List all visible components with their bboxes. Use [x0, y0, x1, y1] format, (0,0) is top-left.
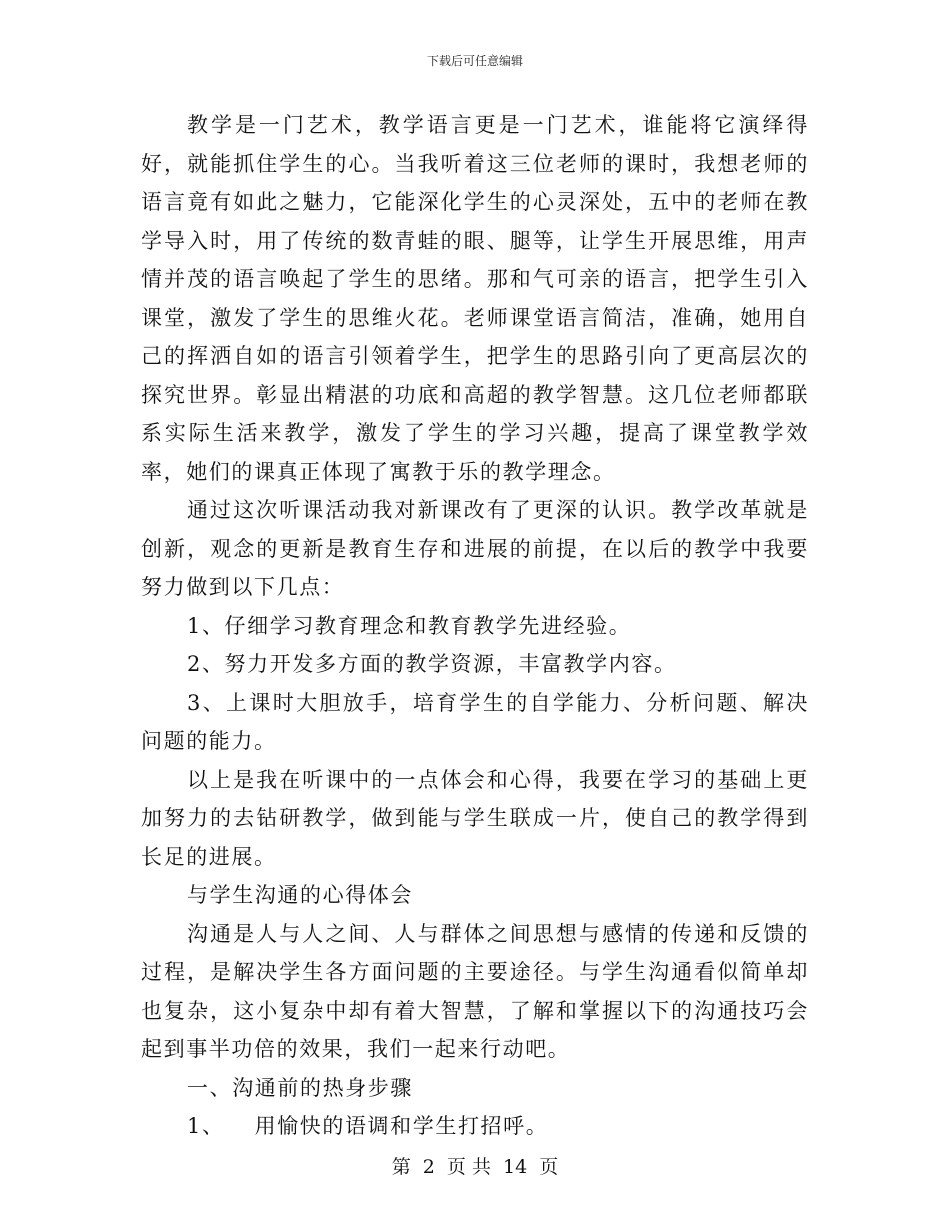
footer-middle: 页 共 — [446, 1156, 491, 1178]
footer-total-pages: 14 — [503, 1156, 528, 1178]
paragraph-reflection: 以上是我在听课中的一点体会和心得，我要在学习的基础上更加努力的去钻研教学，做到能与学生联成一片，使自己的教学得到长足的进展。 — [141, 767, 809, 869]
step-text: 用愉快的语调和学生打招呼。 — [254, 1114, 549, 1138]
footer-current-page: 2 — [422, 1156, 435, 1178]
paragraph-teaching-language: 教学是一门艺术，教学语言更是一门艺术，谁能将它演绎得好，就能抓住学生的心。当我听着这三位老师的课时，我想老师的语言竟有如此之魅力，它能深化学生的心灵深处，五中的老师在教学导入时，用了传统的数青蛙的眼、腿等，让学生开展思维，用声情并茂的语言唤起了学生的思绪。那和气可亲的语言，把学生引入课堂，激发了学生的思维火花。老师课堂语言简洁，准确，她用自己的挥洒自如的语言引领着学生，把学生的思路引向了更高层次的探究世界。彰显出精湛的功底和高超的教学智慧。这几位老师都联系实际生活来教学，激发了学生的学习兴趣，提高了课堂教学效率，她们的课真正体现了寓教于乐的教学理念。 — [141, 113, 809, 484]
footer-suffix: 页 — [539, 1156, 559, 1178]
paragraph-communication: 沟通是人与人之间、人与群体之间思想与感情的传递和反馈的过程，是解决学生各方面问题的主要途径。与学生沟通看似简单却也复杂，这小复杂中却有着大智慧，了解和掌握以下的沟通技巧会起到事半功倍的效果，我们一起来行动吧。 — [141, 921, 809, 1061]
paragraph-new-curriculum: 通过这次听课活动我对新课改有了更深的认识。教学改革就是创新，观念的更新是教育生存和进展的前提，在以后的教学中我要努力做到以下几点： — [141, 498, 809, 599]
footer-prefix: 第 — [391, 1156, 411, 1178]
step-number: 1、 — [187, 1114, 225, 1138]
sub-heading-warmup: 一、沟通前的热身步骤 — [187, 1075, 413, 1100]
list-item-3: 3、上课时大胆放手，培育学生的自学能力、分析问题、解决问题的能力。 — [141, 690, 809, 753]
step-item-1 — [141, 1107, 809, 1146]
page-footer — [0, 1155, 950, 1179]
list-item-1: 1、仔细学习教育理念和教育教学先进经验。 — [187, 613, 632, 638]
page-header-note: 下载后可任意编辑 — [426, 54, 523, 68]
section-title: 与学生沟通的心得体会 — [187, 883, 413, 907]
document-body — [141, 106, 809, 1146]
list-item-2: 2、努力开发多方面的教学资源，丰富教学内容。 — [187, 652, 677, 676]
